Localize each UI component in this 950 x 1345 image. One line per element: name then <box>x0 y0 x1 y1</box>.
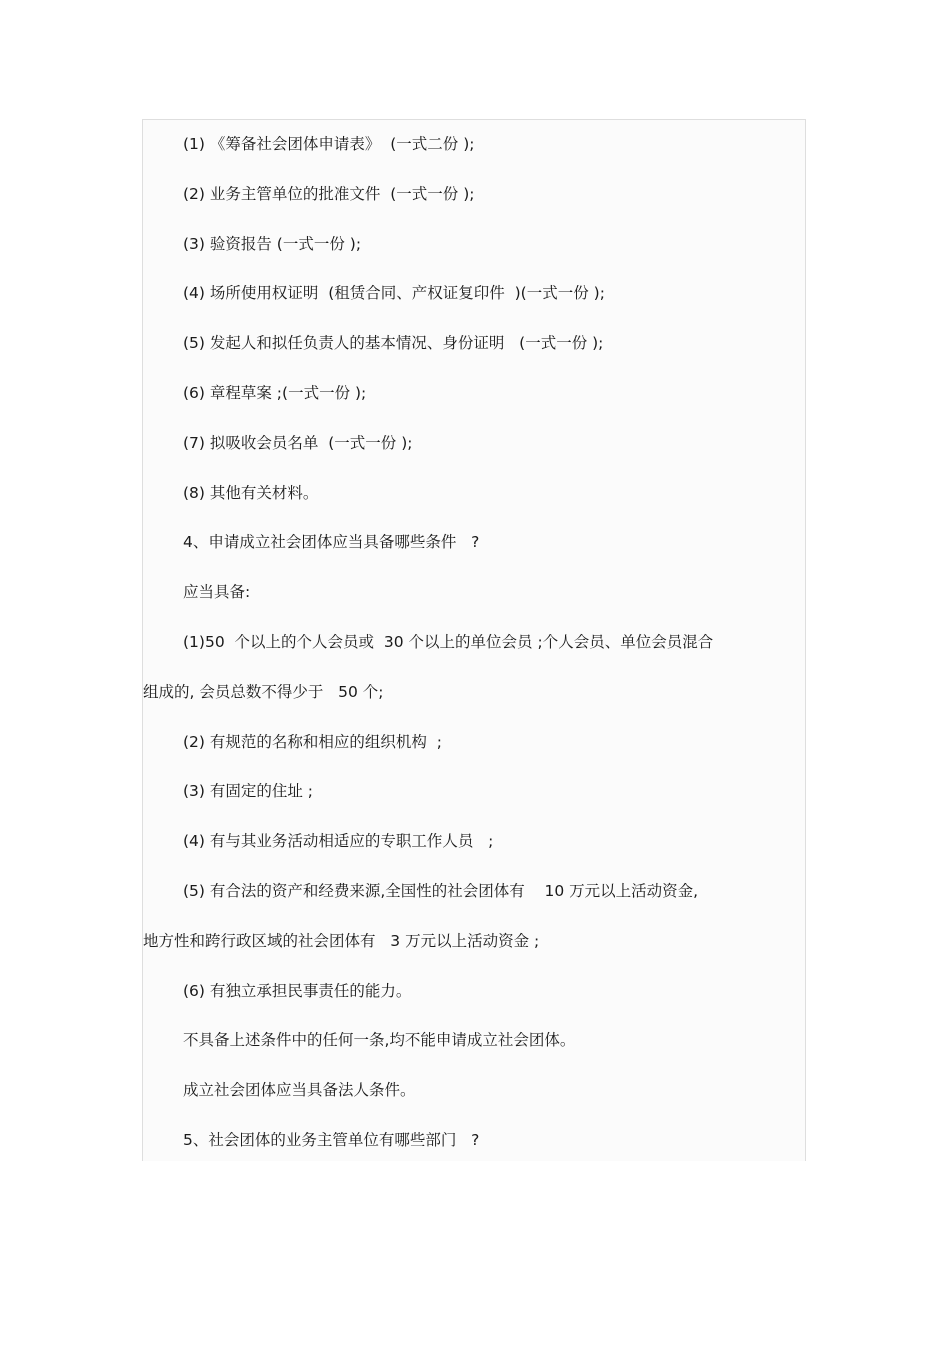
answer-intro: 应当具备: <box>183 583 251 601</box>
condition-3: (3) 有固定的住址 ; <box>183 782 314 800</box>
list-item-6: (6) 章程草案 ;(一式一份 ); <box>183 384 367 402</box>
list-item-8: (8) 其他有关材料。 <box>183 484 319 502</box>
list-item-2: (2) 业务主管单位的批准文件 (一式一份 ); <box>183 185 475 203</box>
condition-5-line-2: 地方性和跨行政区域的社会团体有 3 万元以上活动资金 ; <box>143 932 540 950</box>
condition-6: (6) 有独立承担民事责任的能力。 <box>183 982 412 1000</box>
document-page <box>142 119 806 1161</box>
condition-5-line-1: (5) 有合法的资产和经费来源,全国性的社会团体有 10 万元以上活动资金, <box>183 882 699 900</box>
list-item-4: (4) 场所使用权证明 (租赁合同、产权证复印件 )(一式一份 ); <box>183 284 605 302</box>
list-item-7: (7) 拟吸收会员名单 (一式一份 ); <box>183 434 413 452</box>
condition-1-line-2: 组成的, 会员总数不得少于 50 个; <box>143 683 384 701</box>
question-heading-5: 5、社会团体的业务主管单位有哪些部门 ? <box>183 1131 480 1149</box>
conclusion-2: 成立社会团体应当具备法人条件。 <box>183 1081 416 1099</box>
list-item-5: (5) 发起人和拟任负责人的基本情况、身份证明 (一式一份 ); <box>183 334 604 352</box>
list-item-1: (1) 《筹备社会团体申请表》 (一式二份 ); <box>183 135 475 153</box>
condition-2: (2) 有规范的名称和相应的组织机构 ; <box>183 733 442 751</box>
condition-1-line-1: (1)50 个以上的个人会员或 30 个以上的单位会员 ;个人会员、单位会员混合 <box>183 633 714 651</box>
conclusion-1: 不具备上述条件中的任何一条,均不能申请成立社会团体。 <box>183 1031 576 1049</box>
list-item-3: (3) 验资报告 (一式一份 ); <box>183 235 362 253</box>
condition-4: (4) 有与其业务活动相适应的专职工作人员 ; <box>183 832 494 850</box>
question-heading-4: 4、申请成立社会团体应当具备哪些条件 ? <box>183 533 480 551</box>
